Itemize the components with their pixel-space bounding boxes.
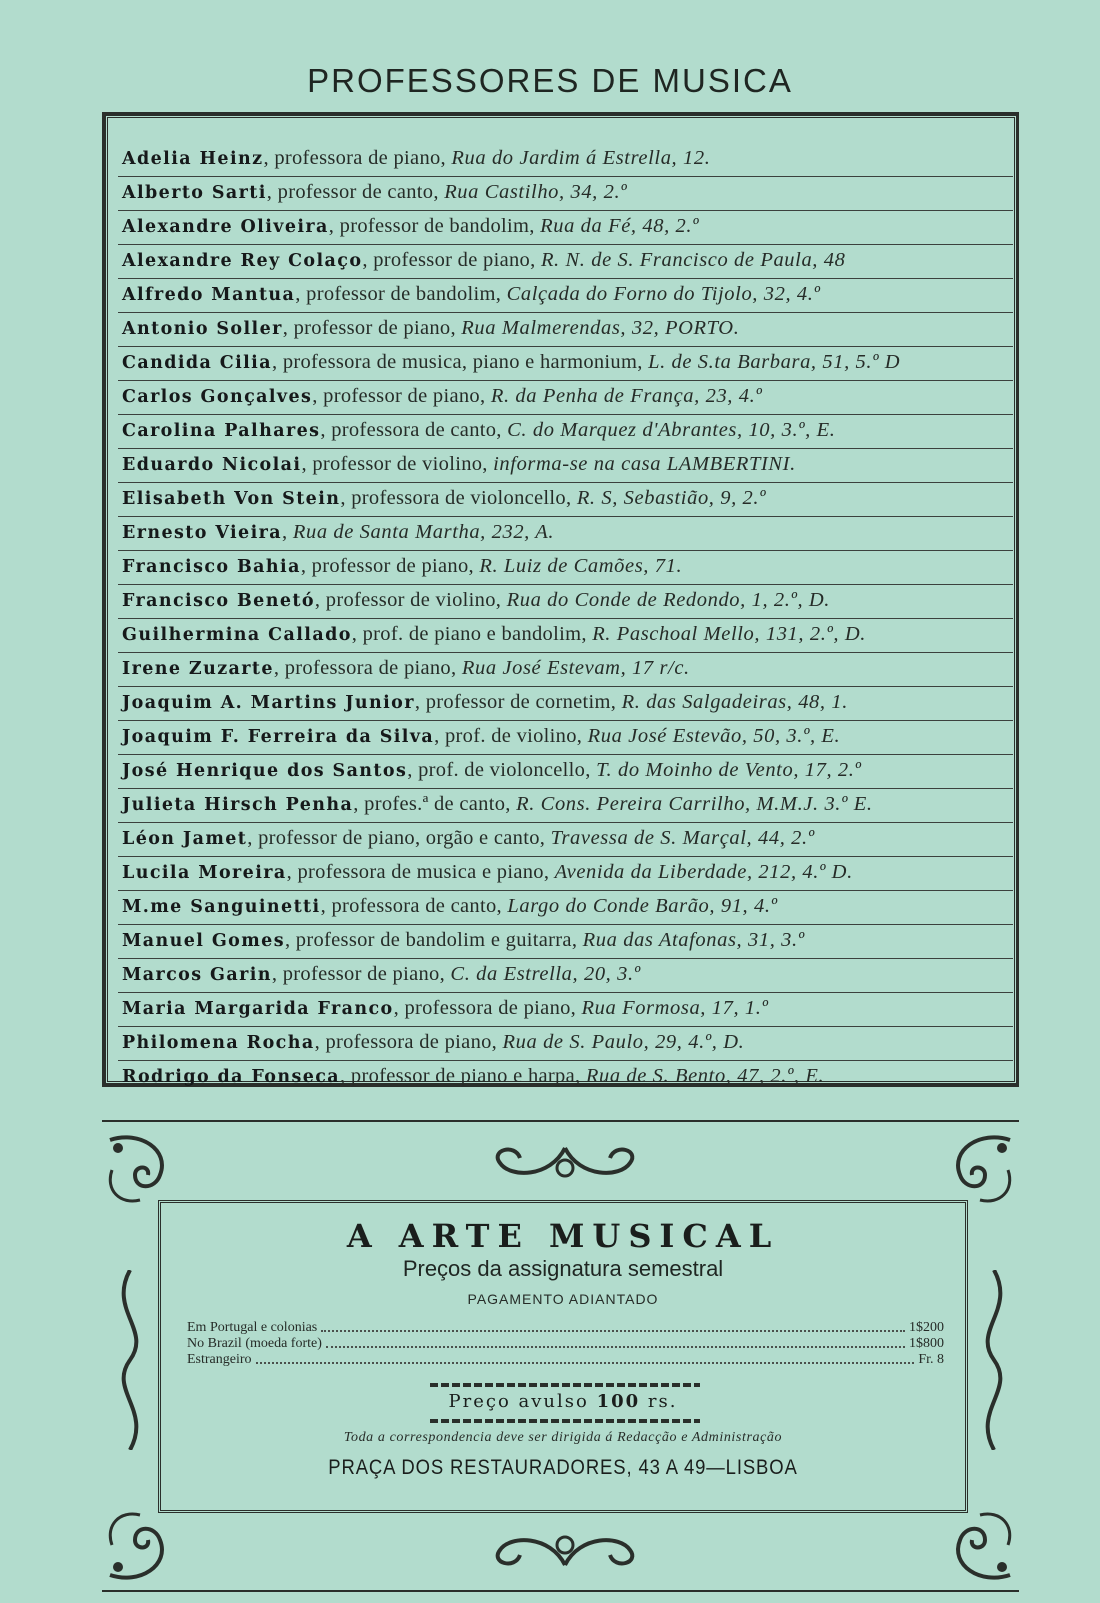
publisher-address: PRAÇA DOS RESTAURADORES, 43 A 49—LISBOA [328,1456,798,1479]
teacher-entry [118,347,1013,381]
teacher-entry [118,925,1013,959]
teacher-address: Rua José Estevam, 17 r/c. [461,657,690,679]
dot-leader [321,1320,905,1332]
teacher-entry [118,1061,1013,1094]
teacher-address: Largo do Conde Barão, 91, 4.º [507,895,778,917]
price-table [187,1320,944,1368]
teacher-entry [118,755,1013,789]
teacher-name: Alfredo Mantua [122,285,296,305]
teacher-name: José Henrique dos Santos [122,761,408,781]
teacher-role: , professora de canto, [320,419,508,441]
teacher-name: Elisabeth Von Stein [122,489,341,509]
teacher-role: , prof. de piano e bandolim, [351,623,593,645]
dot-leader [326,1336,905,1348]
price-value: Fr. 8 [918,1352,944,1367]
teacher-name: M.me Sanguinetti [122,897,321,917]
teacher-name: Francisco Bahia [122,557,301,577]
teacher-entry [118,245,1013,279]
teacher-address: C. da Estrella, 20, 3.º [450,963,641,985]
teacher-role: , [281,521,293,543]
teacher-entry [118,415,1013,449]
teacher-name: Antonio Soller [122,319,283,339]
teacher-entry [118,381,1013,415]
single-price-value: 100 [596,1391,641,1412]
teacher-entry [118,619,1013,653]
teacher-role: , professor de cornetim, [414,691,622,713]
top-center-flourish-ornament [470,1138,660,1188]
teacher-address: C. do Marquez d'Abrantes, 10, 3.º, E. [507,419,836,441]
corner-scroll-ornament-bottom-right [940,1505,1020,1585]
price-row [187,1352,944,1368]
single-issue-price [158,1391,968,1412]
teacher-entry [118,891,1013,925]
teacher-role: , professor de canto, [266,181,445,203]
teacher-entry [118,993,1013,1027]
teacher-name: Alberto Sarti [122,183,267,203]
teacher-name: Ernesto Vieira [122,523,282,543]
teacher-address: Calçada do Forno do Tijolo, 32, 4.º [506,283,821,305]
teacher-role: , professor de bandolim e guitarra, [284,929,583,951]
teacher-address: R. S, Sebastião, 9, 2.º [576,487,767,509]
teacher-address: L. de S.ta Barbara, 51, 5.º D [648,351,901,373]
price-value: 1$800 [909,1336,944,1351]
teacher-address: Rua Malmerendas, 32, PORTO. [461,317,740,339]
teacher-role: , professor de bandolim, [295,283,507,305]
teacher-address: Rua Formosa, 17, 1.º [581,997,769,1019]
single-price-unit: rs. [647,1391,678,1412]
teacher-name: Rodrigo da Fonseca [122,1067,341,1087]
teacher-role: , professora de piano, [393,997,582,1019]
teacher-address: Rua do Jardim á Estrella, 12. [451,147,711,169]
teacher-name: Manuel Gomes [122,931,285,951]
teacher-name: Alexandre Rey Colaço [122,251,363,271]
teacher-role: , professor de piano, [312,385,491,407]
decorative-divider-lower [430,1418,700,1424]
teacher-entry [118,279,1013,313]
teacher-role: , professor de piano e harpa, [340,1065,586,1087]
teacher-role: , professor de violino, [301,453,494,475]
advert-subtitle: Preços da assignatura semestral [402,1256,724,1281]
teacher-entry [118,823,1013,857]
corner-scroll-ornament-top-left [100,1130,180,1210]
teacher-address: Avenida da Liberdade, 212, 4.º D. [554,861,853,883]
teacher-name: Maria Margarida Franco [122,999,394,1019]
advert-title: A ARTE MUSICAL [346,1217,780,1255]
teacher-name: Francisco Benetó [122,591,315,611]
teacher-role: , professora de musica e piano, [286,861,555,883]
teacher-address: informa-se na casa LAMBERTINI. [493,453,796,475]
teacher-list [118,143,1013,1094]
teacher-role: , professora de piano, [314,1031,503,1053]
teacher-entry [118,313,1013,347]
teacher-entry [118,449,1013,483]
teacher-role: , professor de bandolim, [328,215,541,237]
teacher-entry [118,959,1013,993]
teacher-list-frame [102,112,1019,1087]
teacher-name: Julieta Hirsch Penha [122,795,354,815]
teacher-address: T. do Moinho de Vento, 17, 2.º [596,759,862,781]
teacher-address: Rua Castilho, 34, 2.º [444,181,628,203]
side-scroll-ornament-left [108,1270,152,1450]
teacher-address: R. da Penha de França, 23, 4.º [490,385,763,407]
teacher-role: , professor de piano, [362,249,541,271]
teacher-entry [118,789,1013,823]
price-label: Em Portugal e colonias [187,1320,318,1335]
teacher-role: , professor de piano, [271,963,451,985]
price-label: Estrangeiro [187,1352,252,1367]
teacher-address: Rua das Atafonas, 31, 3.º [582,929,805,951]
teacher-role: , professora de piano, [273,657,462,679]
teacher-role: , profes.ª de canto, [353,793,517,815]
teacher-entry [118,143,1013,177]
teacher-address: Rua do Conde de Redondo, 1, 2.º, D. [506,589,831,611]
teacher-address: R. Paschoal Mello, 131, 2.º, D. [592,623,866,645]
teacher-role: , prof. de violoncello, [407,759,597,781]
teacher-address: R. Luiz de Camões, 71. [479,555,683,577]
teacher-entry [118,211,1013,245]
teacher-role: , professor de piano, [282,317,462,339]
teacher-name: Irene Zuzarte [122,659,274,679]
advert-top-rule [102,1120,1019,1122]
teacher-name: Marcos Garin [122,965,272,985]
teacher-entry [118,551,1013,585]
teacher-role: , professora de musica, piano e harmonium, [271,351,649,373]
teacher-name: Carlos Gonçalves [122,387,313,407]
price-row [187,1336,944,1352]
teacher-address: Rua da Fé, 48, 2.º [540,215,700,237]
teacher-address: R. Cons. Pereira Carrilho, M.M.J. 3.º E. [516,793,873,815]
bottom-center-flourish-ornament [470,1525,660,1575]
teacher-role: , prof. de violino, [434,725,588,747]
price-row [187,1320,944,1336]
teacher-entry [118,483,1013,517]
teacher-entry [118,687,1013,721]
teacher-address: R. das Salgadeiras, 48, 1. [621,691,848,713]
corner-scroll-ornament-top-right [940,1130,1020,1210]
teacher-entry [118,1027,1013,1061]
decorative-divider-upper [430,1382,700,1388]
side-scroll-ornament-right [972,1270,1016,1450]
teacher-entry [118,517,1013,551]
teacher-name: Joaquim F. Ferreira da Silva [122,727,435,747]
correspondence-note: Toda a correspondencia deve ser dirigida á Redacção e Administração [343,1430,783,1445]
advert-payment-note: PAGAMENTO ADIANTADO [467,1291,659,1307]
teacher-role: , professor de piano, [300,555,480,577]
teacher-address: Rua de S. Bento, 47, 2.º, E. [585,1065,825,1087]
teacher-address: Rua de S. Paulo, 29, 4.º, D. [502,1031,745,1053]
teacher-name: Guilhermina Callado [122,625,352,645]
teacher-role: , professora de canto, [320,895,508,917]
teacher-name: Candida Cilia [122,353,272,373]
teacher-name: Eduardo Nicolai [122,455,302,475]
teacher-name: Léon Jamet [122,829,248,849]
corner-scroll-ornament-bottom-left [100,1505,180,1585]
price-label: No Brazil (moeda forte) [187,1336,322,1351]
teacher-role: , professora de piano, [263,147,452,169]
teacher-address: Rua José Estevão, 50, 3.º, E. [587,725,841,747]
teacher-entry [118,653,1013,687]
teacher-name: Philomena Rocha [122,1033,315,1053]
teacher-address: Rua de Santa Martha, 232, A. [292,521,555,543]
single-price-label: Preço avulso [448,1391,589,1412]
teacher-role: , professor de violino, [314,589,507,611]
teacher-role: , professor de piano, orgão e canto, [247,827,551,849]
teacher-address: Travessa de S. Marçal, 44, 2.º [550,827,815,849]
teacher-name: Adelia Heinz [122,149,264,169]
teacher-entry [118,177,1013,211]
teacher-entry [118,721,1013,755]
teacher-name: Lucila Moreira [122,863,287,883]
advert-bottom-rule [102,1590,1019,1592]
teacher-name: Alexandre Oliveira [122,217,329,237]
price-value: 1$200 [909,1320,944,1335]
teacher-name: Carolina Palhares [122,421,321,441]
dot-leader [256,1352,915,1364]
teacher-role: , professora de violoncello, [340,487,577,509]
teacher-entry [118,585,1013,619]
teacher-name: Joaquim A. Martins Junior [122,693,415,713]
teacher-address: R. N. de S. Francisco de Paula, 48 [540,249,846,271]
page-title: PROFESSORES DE MUSICA [307,62,793,99]
teacher-entry [118,857,1013,891]
